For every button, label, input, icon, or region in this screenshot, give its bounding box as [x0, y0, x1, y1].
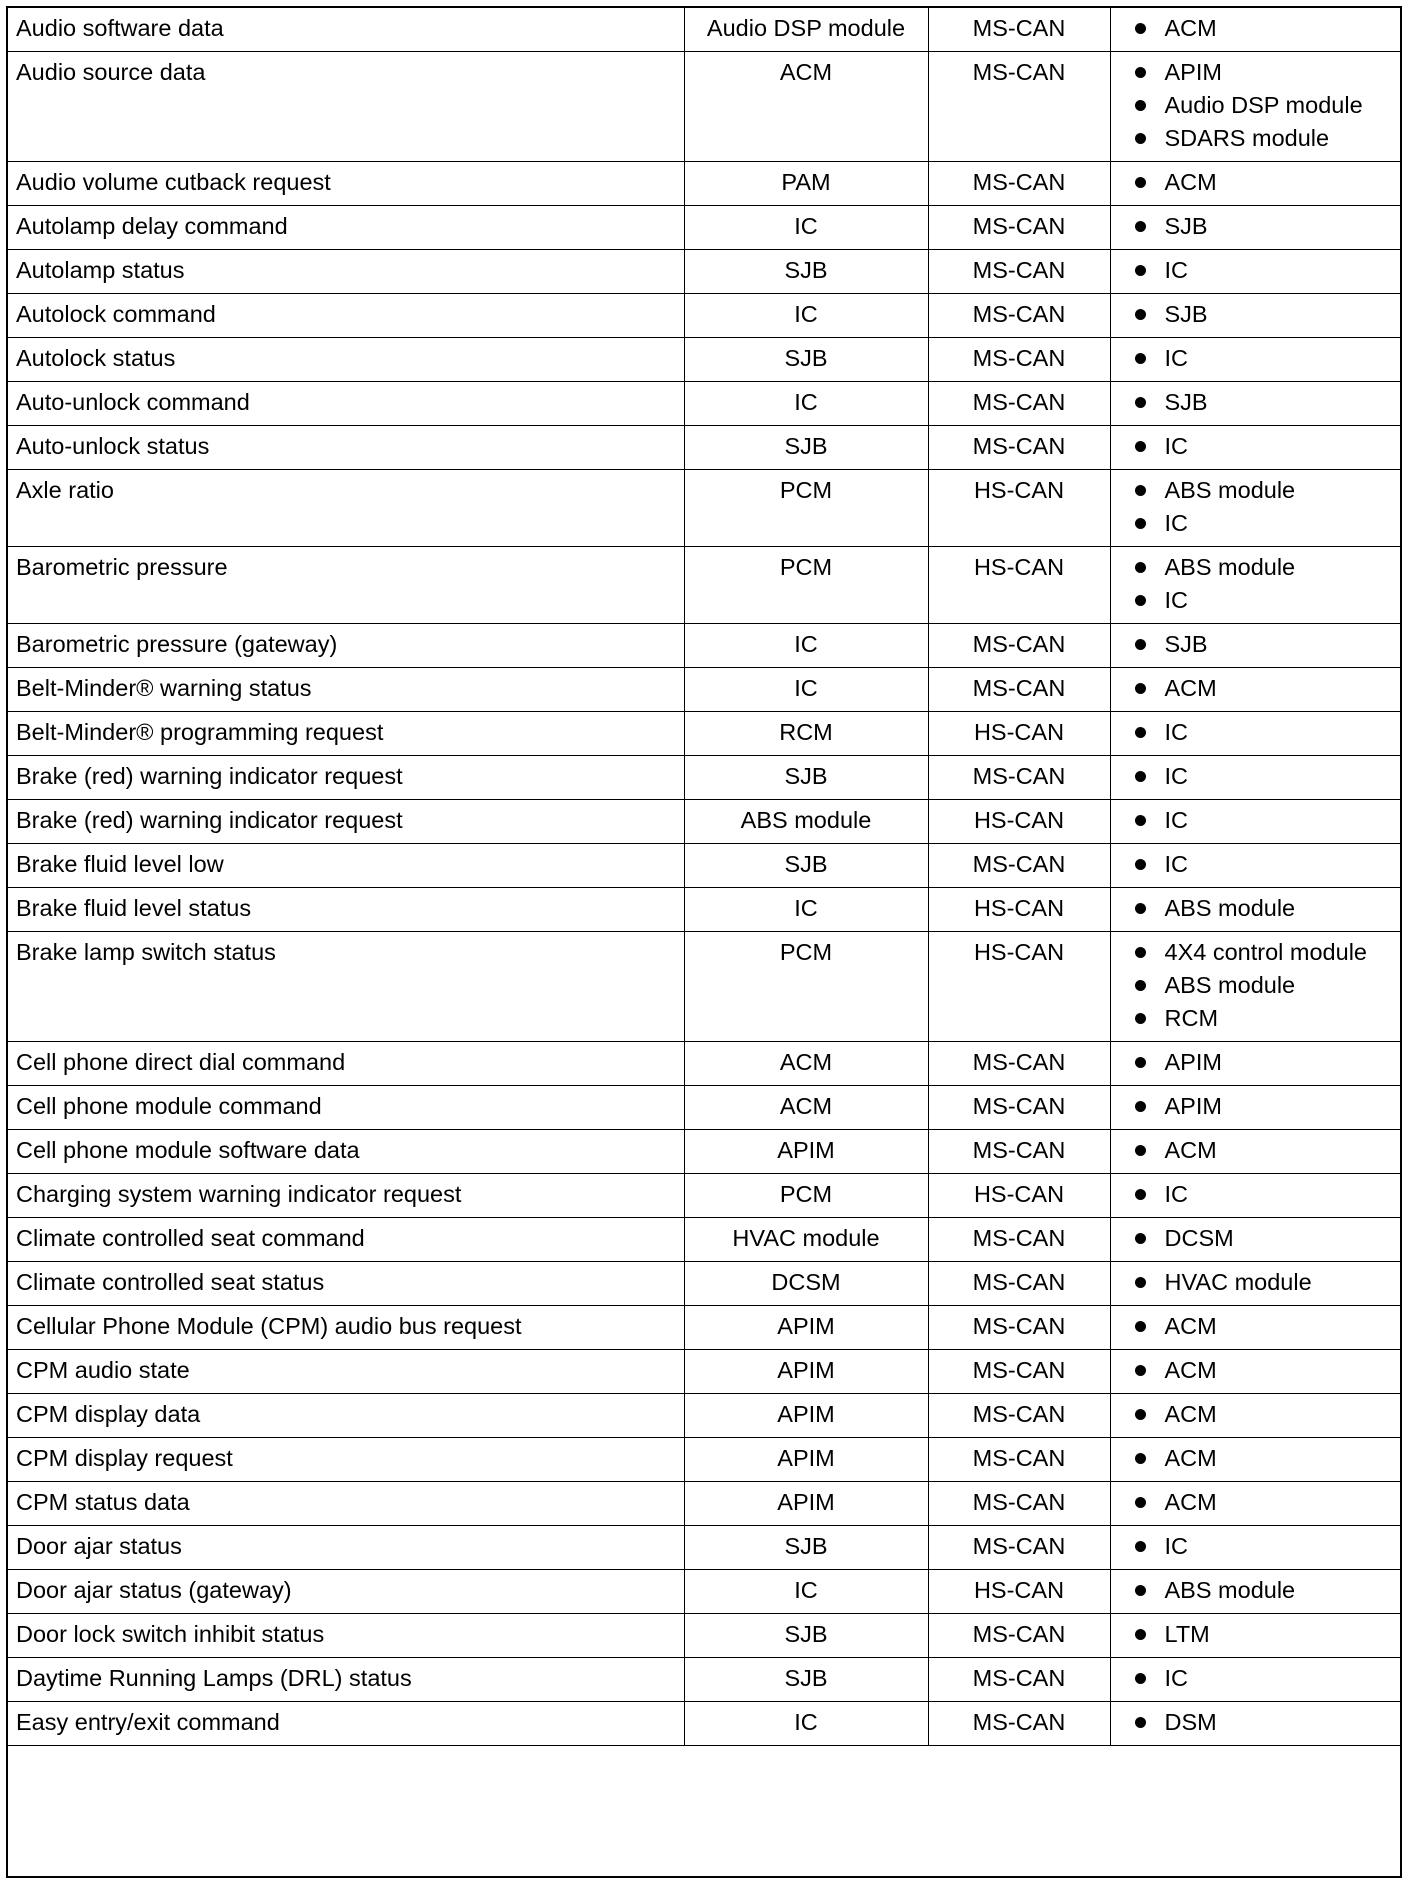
receiver-item: ABS module: [1135, 1574, 1401, 1607]
receiver-list: [1135, 1574, 1401, 1607]
receiver-item: LTM: [1135, 1618, 1401, 1651]
message-cell: Brake fluid level low: [8, 844, 684, 888]
receiver-list: [1135, 298, 1401, 331]
network-cell: HS-CAN: [928, 1174, 1110, 1218]
receivers-cell: [1110, 1086, 1400, 1130]
message-cell: Auto-unlock status: [8, 426, 684, 470]
receiver-list: [1135, 936, 1401, 1035]
message-cell: Audio volume cutback request: [8, 162, 684, 206]
receivers-cell: [1110, 1438, 1400, 1482]
table-row: [8, 1218, 1400, 1262]
transmitter-cell: SJB: [684, 426, 928, 470]
receiver-list: [1135, 342, 1401, 375]
receiver-list: [1135, 1134, 1401, 1167]
receiver-list: [1135, 1486, 1401, 1519]
message-cell: Belt-Minder® warning status: [8, 668, 684, 712]
table-row: [8, 338, 1400, 382]
network-cell: MS-CAN: [928, 338, 1110, 382]
message-cell: Brake (red) warning indicator request: [8, 756, 684, 800]
receiver-item: ACM: [1135, 1310, 1401, 1343]
receivers-cell: [1110, 1174, 1400, 1218]
receiver-item: IC: [1135, 760, 1401, 793]
message-cell: CPM status data: [8, 1482, 684, 1526]
network-cell: MS-CAN: [928, 756, 1110, 800]
receiver-list: [1135, 474, 1401, 540]
receivers-cell: [1110, 1526, 1400, 1570]
receivers-cell: [1110, 1702, 1400, 1746]
receivers-cell: [1110, 470, 1400, 547]
receivers-cell: [1110, 1482, 1400, 1526]
receivers-cell: [1110, 162, 1400, 206]
transmitter-cell: SJB: [684, 1526, 928, 1570]
network-cell: MS-CAN: [928, 1086, 1110, 1130]
receivers-cell: [1110, 1570, 1400, 1614]
receiver-list: [1135, 1662, 1401, 1695]
receiver-item: ABS module: [1135, 892, 1401, 925]
transmitter-cell: IC: [684, 1570, 928, 1614]
table-row: [8, 1174, 1400, 1218]
table-row: [8, 932, 1400, 1042]
receiver-list: [1135, 892, 1401, 925]
receiver-list: [1135, 210, 1401, 243]
network-cell: MS-CAN: [928, 1702, 1110, 1746]
network-cell: MS-CAN: [928, 1042, 1110, 1086]
table-row: [8, 1350, 1400, 1394]
message-cell: Belt-Minder® programming request: [8, 712, 684, 756]
receiver-item: IC: [1135, 1530, 1401, 1563]
message-cell: Autolock command: [8, 294, 684, 338]
table-row: [8, 426, 1400, 470]
receiver-item: IC: [1135, 716, 1401, 749]
network-message-table: [8, 8, 1400, 1746]
receiver-list: [1135, 12, 1401, 45]
table-row: [8, 1570, 1400, 1614]
receivers-cell: [1110, 206, 1400, 250]
transmitter-cell: IC: [684, 668, 928, 712]
receivers-cell: [1110, 932, 1400, 1042]
receivers-cell: [1110, 1306, 1400, 1350]
transmitter-cell: RCM: [684, 712, 928, 756]
receivers-cell: [1110, 294, 1400, 338]
table-row: [8, 206, 1400, 250]
receiver-list: [1135, 551, 1401, 617]
receiver-list: [1135, 628, 1401, 661]
receivers-cell: [1110, 338, 1400, 382]
transmitter-cell: IC: [684, 294, 928, 338]
table-row: [8, 1306, 1400, 1350]
table-row: [8, 52, 1400, 162]
transmitter-cell: APIM: [684, 1306, 928, 1350]
message-cell: Charging system warning indicator request: [8, 1174, 684, 1218]
table-row: [8, 547, 1400, 624]
receiver-list: [1135, 1222, 1401, 1255]
receivers-cell: [1110, 668, 1400, 712]
receiver-list: [1135, 1618, 1401, 1651]
receivers-cell: [1110, 1614, 1400, 1658]
message-cell: Autolamp status: [8, 250, 684, 294]
table-row: [8, 1042, 1400, 1086]
receiver-item: DCSM: [1135, 1222, 1401, 1255]
receivers-cell: [1110, 8, 1400, 52]
receiver-item: IC: [1135, 430, 1401, 463]
receiver-item: DSM: [1135, 1706, 1401, 1739]
network-cell: MS-CAN: [928, 844, 1110, 888]
receiver-list: [1135, 760, 1401, 793]
receiver-list: [1135, 804, 1401, 837]
table-row: [8, 1438, 1400, 1482]
network-cell: MS-CAN: [928, 1658, 1110, 1702]
message-cell: Climate controlled seat status: [8, 1262, 684, 1306]
receiver-item: ACM: [1135, 1442, 1401, 1475]
table-row: [8, 1526, 1400, 1570]
receiver-list: [1135, 1046, 1401, 1079]
transmitter-cell: PCM: [684, 1174, 928, 1218]
network-message-table-frame: [6, 6, 1402, 1878]
transmitter-cell: ACM: [684, 1042, 928, 1086]
message-cell: Brake (red) warning indicator request: [8, 800, 684, 844]
receivers-cell: [1110, 382, 1400, 426]
message-cell: CPM display request: [8, 1438, 684, 1482]
network-cell: MS-CAN: [928, 1614, 1110, 1658]
transmitter-cell: ACM: [684, 52, 928, 162]
message-cell: Door ajar status (gateway): [8, 1570, 684, 1614]
message-cell: Cell phone module software data: [8, 1130, 684, 1174]
message-cell: Door ajar status: [8, 1526, 684, 1570]
message-cell: Cell phone direct dial command: [8, 1042, 684, 1086]
transmitter-cell: IC: [684, 624, 928, 668]
table-row: [8, 800, 1400, 844]
receiver-item: Audio DSP module: [1135, 89, 1401, 122]
network-cell: MS-CAN: [928, 206, 1110, 250]
network-cell: MS-CAN: [928, 1218, 1110, 1262]
receiver-list: [1135, 1442, 1401, 1475]
receiver-item: ABS module: [1135, 551, 1401, 584]
transmitter-cell: SJB: [684, 756, 928, 800]
receiver-item: SDARS module: [1135, 122, 1401, 155]
receiver-item: APIM: [1135, 56, 1401, 89]
transmitter-cell: HVAC module: [684, 1218, 928, 1262]
transmitter-cell: APIM: [684, 1350, 928, 1394]
transmitter-cell: PCM: [684, 470, 928, 547]
receivers-cell: [1110, 1042, 1400, 1086]
table-row: [8, 250, 1400, 294]
table-row: [8, 162, 1400, 206]
table-row: [8, 382, 1400, 426]
transmitter-cell: APIM: [684, 1438, 928, 1482]
receiver-item: IC: [1135, 584, 1401, 617]
receiver-item: IC: [1135, 507, 1401, 540]
transmitter-cell: PAM: [684, 162, 928, 206]
table-row: [8, 294, 1400, 338]
receiver-item: ACM: [1135, 672, 1401, 705]
transmitter-cell: APIM: [684, 1394, 928, 1438]
network-cell: MS-CAN: [928, 1306, 1110, 1350]
receivers-cell: [1110, 756, 1400, 800]
transmitter-cell: IC: [684, 1702, 928, 1746]
table-row: [8, 1130, 1400, 1174]
message-cell: Barometric pressure (gateway): [8, 624, 684, 668]
receivers-cell: [1110, 547, 1400, 624]
table-row: [8, 1394, 1400, 1438]
message-cell: Cellular Phone Module (CPM) audio bus request: [8, 1306, 684, 1350]
transmitter-cell: ACM: [684, 1086, 928, 1130]
network-cell: MS-CAN: [928, 1262, 1110, 1306]
receiver-list: [1135, 1706, 1401, 1739]
receiver-list: [1135, 1530, 1401, 1563]
receivers-cell: [1110, 888, 1400, 932]
table-row: [8, 888, 1400, 932]
receivers-cell: [1110, 426, 1400, 470]
receiver-item: ABS module: [1135, 474, 1401, 507]
network-cell: MS-CAN: [928, 1482, 1110, 1526]
network-cell: MS-CAN: [928, 52, 1110, 162]
receiver-list: [1135, 56, 1401, 155]
message-cell: Door lock switch inhibit status: [8, 1614, 684, 1658]
receiver-item: APIM: [1135, 1046, 1401, 1079]
network-cell: MS-CAN: [928, 294, 1110, 338]
network-cell: HS-CAN: [928, 470, 1110, 547]
receiver-item: SJB: [1135, 298, 1401, 331]
table-row: [8, 8, 1400, 52]
network-cell: HS-CAN: [928, 888, 1110, 932]
network-cell: MS-CAN: [928, 382, 1110, 426]
message-cell: CPM audio state: [8, 1350, 684, 1394]
receivers-cell: [1110, 52, 1400, 162]
message-cell: Autolamp delay command: [8, 206, 684, 250]
table-row: [8, 844, 1400, 888]
network-cell: HS-CAN: [928, 932, 1110, 1042]
network-cell: HS-CAN: [928, 800, 1110, 844]
receiver-list: [1135, 1398, 1401, 1431]
receivers-cell: [1110, 624, 1400, 668]
transmitter-cell: APIM: [684, 1482, 928, 1526]
network-cell: MS-CAN: [928, 1130, 1110, 1174]
message-cell: Auto-unlock command: [8, 382, 684, 426]
receiver-item: SJB: [1135, 386, 1401, 419]
receivers-cell: [1110, 712, 1400, 756]
table-row: [8, 624, 1400, 668]
transmitter-cell: SJB: [684, 250, 928, 294]
network-cell: MS-CAN: [928, 1350, 1110, 1394]
transmitter-cell: SJB: [684, 1658, 928, 1702]
receiver-list: [1135, 1266, 1401, 1299]
receiver-list: [1135, 1178, 1401, 1211]
receiver-list: [1135, 166, 1401, 199]
table-body: [8, 8, 1400, 1746]
receiver-item: HVAC module: [1135, 1266, 1401, 1299]
network-cell: MS-CAN: [928, 624, 1110, 668]
transmitter-cell: PCM: [684, 547, 928, 624]
receiver-item: 4X4 control module: [1135, 936, 1401, 969]
receiver-list: [1135, 386, 1401, 419]
table-row: [8, 756, 1400, 800]
transmitter-cell: SJB: [684, 338, 928, 382]
receivers-cell: [1110, 1658, 1400, 1702]
message-cell: Climate controlled seat command: [8, 1218, 684, 1262]
receiver-list: [1135, 1090, 1401, 1123]
table-row: [8, 712, 1400, 756]
network-cell: HS-CAN: [928, 1570, 1110, 1614]
table-row: [8, 1482, 1400, 1526]
message-cell: Audio source data: [8, 52, 684, 162]
receiver-item: ACM: [1135, 1134, 1401, 1167]
receiver-list: [1135, 1354, 1401, 1387]
transmitter-cell: IC: [684, 888, 928, 932]
receiver-list: [1135, 254, 1401, 287]
message-cell: Daytime Running Lamps (DRL) status: [8, 1658, 684, 1702]
receiver-item: SJB: [1135, 210, 1401, 243]
table-row: [8, 470, 1400, 547]
network-cell: MS-CAN: [928, 1394, 1110, 1438]
receiver-item: IC: [1135, 804, 1401, 837]
receiver-item: ACM: [1135, 166, 1401, 199]
receiver-item: IC: [1135, 848, 1401, 881]
message-cell: Barometric pressure: [8, 547, 684, 624]
transmitter-cell: Audio DSP module: [684, 8, 928, 52]
receiver-list: [1135, 672, 1401, 705]
receiver-item: IC: [1135, 254, 1401, 287]
receiver-item: IC: [1135, 1178, 1401, 1211]
network-cell: MS-CAN: [928, 1526, 1110, 1570]
receiver-item: SJB: [1135, 628, 1401, 661]
network-cell: MS-CAN: [928, 668, 1110, 712]
receiver-list: [1135, 848, 1401, 881]
message-cell: Easy entry/exit command: [8, 1702, 684, 1746]
message-cell: Cell phone module command: [8, 1086, 684, 1130]
receivers-cell: [1110, 1262, 1400, 1306]
receiver-list: [1135, 430, 1401, 463]
message-cell: Axle ratio: [8, 470, 684, 547]
table-row: [8, 1702, 1400, 1746]
table-row: [8, 668, 1400, 712]
receivers-cell: [1110, 1130, 1400, 1174]
network-cell: HS-CAN: [928, 712, 1110, 756]
receiver-list: [1135, 1310, 1401, 1343]
receivers-cell: [1110, 1218, 1400, 1262]
network-cell: MS-CAN: [928, 426, 1110, 470]
message-cell: CPM display data: [8, 1394, 684, 1438]
receiver-item: IC: [1135, 342, 1401, 375]
transmitter-cell: APIM: [684, 1130, 928, 1174]
network-cell: MS-CAN: [928, 250, 1110, 294]
table-row: [8, 1262, 1400, 1306]
transmitter-cell: ABS module: [684, 800, 928, 844]
table-row: [8, 1086, 1400, 1130]
network-cell: MS-CAN: [928, 162, 1110, 206]
receiver-item: ABS module: [1135, 969, 1401, 1002]
receivers-cell: [1110, 1350, 1400, 1394]
network-cell: HS-CAN: [928, 547, 1110, 624]
receiver-list: [1135, 716, 1401, 749]
transmitter-cell: PCM: [684, 932, 928, 1042]
receiver-item: APIM: [1135, 1090, 1401, 1123]
receiver-item: ACM: [1135, 1398, 1401, 1431]
message-cell: Autolock status: [8, 338, 684, 382]
receiver-item: IC: [1135, 1662, 1401, 1695]
transmitter-cell: SJB: [684, 1614, 928, 1658]
receiver-item: ACM: [1135, 1486, 1401, 1519]
receiver-item: RCM: [1135, 1002, 1401, 1035]
receivers-cell: [1110, 250, 1400, 294]
transmitter-cell: IC: [684, 382, 928, 426]
receivers-cell: [1110, 844, 1400, 888]
receivers-cell: [1110, 800, 1400, 844]
message-cell: Audio software data: [8, 8, 684, 52]
network-cell: MS-CAN: [928, 8, 1110, 52]
transmitter-cell: DCSM: [684, 1262, 928, 1306]
receiver-item: ACM: [1135, 12, 1401, 45]
receiver-item: ACM: [1135, 1354, 1401, 1387]
transmitter-cell: IC: [684, 206, 928, 250]
message-cell: Brake fluid level status: [8, 888, 684, 932]
transmitter-cell: SJB: [684, 844, 928, 888]
network-cell: MS-CAN: [928, 1438, 1110, 1482]
message-cell: Brake lamp switch status: [8, 932, 684, 1042]
receivers-cell: [1110, 1394, 1400, 1438]
table-row: [8, 1658, 1400, 1702]
table-row: [8, 1614, 1400, 1658]
